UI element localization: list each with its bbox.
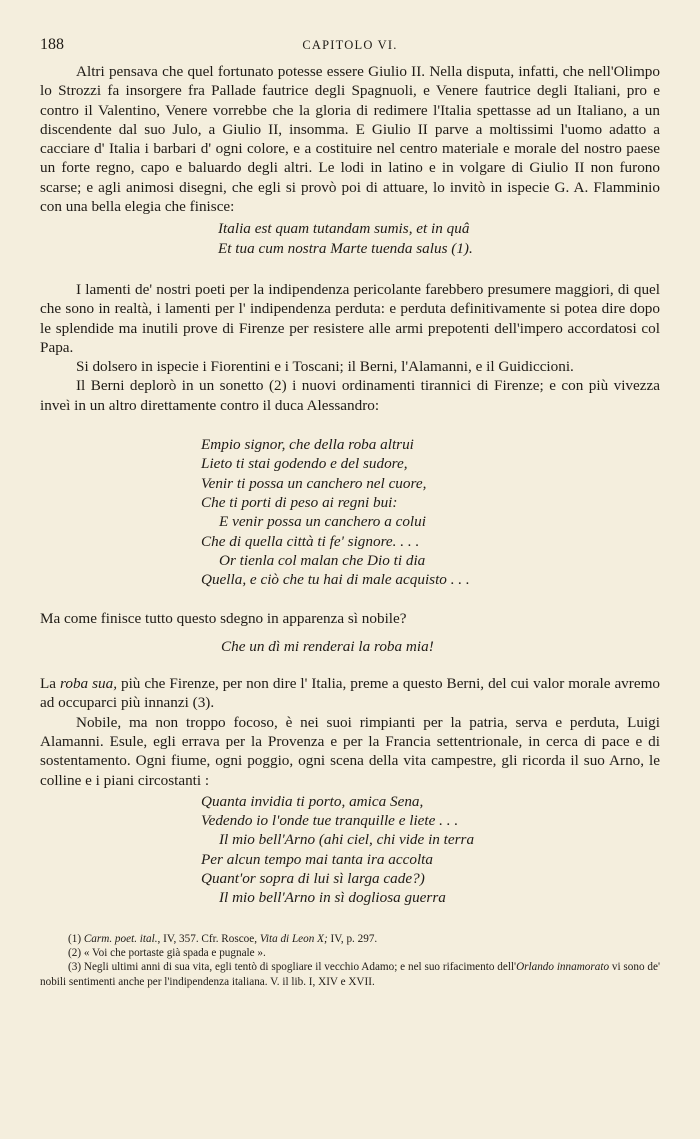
verse-berni-sonnet	[201, 435, 660, 589]
verse-line: Per alcun tempo mai tanta ira accolta	[201, 850, 433, 868]
page-body	[40, 62, 660, 908]
verse-line: Italia est quam tutandam sumis, et in quâ	[218, 220, 470, 238]
paragraph-alamanni: Nobile, ma non troppo focoso, è nei suoi rimpianti per la patria, serva e perduta, Luigi Alamanni. Esule, egli errava per la Provenza e per la Francia settentrionale, in cerca di pace e di sostentamento. Ogni fiume, ogni poggio, ogni scena della vita campestre, gli ricorda il suo Arno, le colline e i piani circostanti :	[40, 713, 660, 789]
verse-line: Che di quella città ti fe' signore. . . .	[201, 532, 420, 550]
verse-line: Empio signor, che della roba altrui	[201, 436, 414, 454]
paragraph-question: Ma come finisce tutto questo sdegno in apparenza sì nobile?	[40, 610, 407, 628]
footnotes	[40, 932, 660, 989]
page-number: 188	[40, 36, 64, 53]
paragraph-roba-sua: La roba sua, più che Firenze, per non dire l' Italia, preme a questo Berni, del cui valor morale avremo ad occuparci più innanzi (3).	[40, 675, 660, 712]
verse-line: Quanta invidia ti porto, amica Sena,	[201, 792, 424, 810]
verse-line: Or tienla col malan che Dio ti dia	[219, 551, 426, 569]
verse-line: Che ti porti di peso ai regni bui:	[201, 493, 398, 511]
verse-line: Lieto ti stai godendo e del sudore,	[201, 455, 408, 473]
verse-line: Il mio bell'Arno in sì dogliosa guerra	[219, 889, 446, 907]
verse-line: Et tua cum nostra Marte tuenda salus (1).	[218, 239, 473, 257]
verse-line: Che un dì mi renderai la roba mia!	[221, 637, 434, 655]
footnote-3: (3) Negli ultimi anni di sua vita, egli tentò di spogliare il vecchio Adamo; e nel suo rifacimento dell'Orlando innamorato vi sono de' nobili sentimenti anche per l'indipendenza italiana. V. il lib. I, XIV e XVII.	[40, 961, 660, 988]
footnote-2: (2) « Voi che portaste già spada e pugnale ».	[68, 947, 266, 960]
verse-line: Quant'or sopra di lui sì larga cade?)	[201, 869, 425, 887]
page-header	[40, 36, 660, 58]
paragraph-fiorentini: Si dolsero in ispecie i Fiorentini e i Toscani; il Berni, l'Alamanni, e il Guidiccioni.	[76, 358, 574, 376]
verse-line: Vedendo io l'onde tue tranquille e liete . . .	[201, 812, 459, 830]
verse-line: Il mio bell'Arno (ahi ciel, chi vide in terra	[219, 831, 475, 849]
running-head: CAPITOLO VI.	[302, 38, 398, 52]
verse-alamanni	[201, 792, 660, 908]
verse-roba-mia	[221, 637, 660, 656]
paragraph-giulio: Altri pensava che quel fortunato potesse essere Giulio II. Nella disputa, infatti, che nell'Olimpo lo Strozzi fa insorgere fra Pallade fautrice degli Spagnuoli, e Venere fautrice degli Italiani, pro e contro il Valentino, Venere vorrebbe che la gloria di redimere l'Italia spettasse ad un Italiano, a un discendente dal suo Julo, a Giulio II, insomma. E Giulio II parve a moltissimi l'uomo adatto a cacciare d' Italia i barbari d' ogni colore, e a costituire nel centro materiale e morale del nostro paese un forte regno, capo e baluardo degli altri. Le lodi in latino e in volgare di Giulio II non furono scarse; e agli animosi disegni, che egli si provò poi di attuare, lo invitò in ispecie G. A. Flamminio con una bella elegia che finisce:	[40, 63, 660, 216]
footnote-1: (1) Carm. poet. ital., IV, 357. Cfr. Roscoe, Vita di Leon X; IV, p. 297.	[68, 933, 378, 945]
verse-line: Venir ti possa un canchero nel cuore,	[201, 474, 427, 492]
paragraph-lamenti: I lamenti de' nostri poeti per la indipendenza pericolante farebbero presumere maggiori, di quel che sono in realtà, i lamenti per l' indipendenza perduta: e perduta definitivamente si potea dire dopo le splendide ma inutili prove di Firenze per resistere alle armi prepotenti dell'impero accordatosi col Papa.	[40, 280, 660, 356]
verse-line: E venir possa un canchero a colui	[219, 513, 426, 531]
verse-flamminio	[218, 219, 660, 258]
paragraph-berni-sonetto: Il Berni deplorò in un sonetto (2) i nuovi ordinamenti tirannici di Firenze; e con più vivezza inveì in un altro direttamente contro il duca Alessandro:	[40, 377, 660, 414]
verse-line: Quella, e ciò che tu hai di male acquisto . . .	[201, 571, 470, 589]
